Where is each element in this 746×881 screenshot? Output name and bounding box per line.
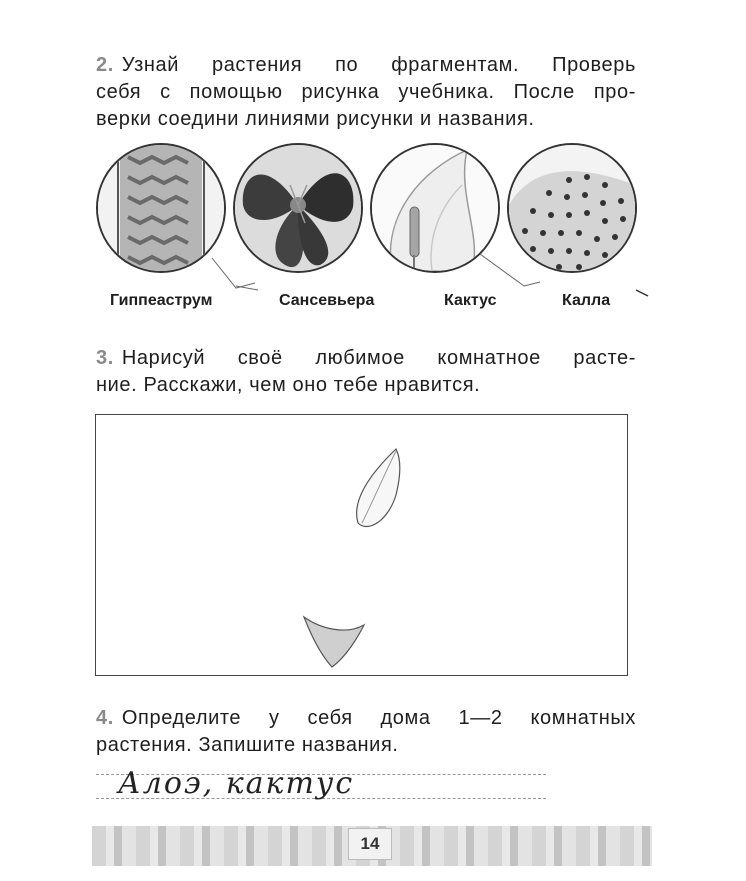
task-4-number: 4. xyxy=(96,707,114,729)
page-number: 14 xyxy=(348,828,392,860)
task-2-number: 2. xyxy=(96,54,114,76)
label-kalla[interactable]: Калла xyxy=(562,292,611,309)
task-3-line-1: 3. Нарисуй своё любимое комнатное расте- xyxy=(96,347,636,369)
handwritten-answer[interactable]: Алоэ, кактус xyxy=(118,766,355,801)
task-2-line-1: 2. Узнай растения по фрагментам. Проверь xyxy=(96,54,636,76)
task-3-number: 3. xyxy=(96,347,114,369)
label-sansevera[interactable]: Сансевьера xyxy=(279,292,375,309)
task-2-line-2: себя с помощью рисунка учебника. После про- xyxy=(96,81,636,103)
task-3 xyxy=(96,345,636,399)
task-4-line-2: растения. Запишите названия. xyxy=(96,734,399,756)
task-4-line-1: 4. Определите у себя дома 1—2 комнатных xyxy=(96,707,636,729)
drawing-area[interactable] xyxy=(95,414,628,676)
task-4 xyxy=(96,705,636,759)
task-3-line-2: ние. Расскажи, чем оно тебе нравится. xyxy=(96,374,481,396)
label-kaktus[interactable]: Кактус xyxy=(444,292,497,309)
label-gippeastrum[interactable]: Гиппеаструм xyxy=(110,292,213,309)
pencil-sketch xyxy=(96,415,626,674)
plant-name-labels xyxy=(96,292,656,316)
task-2-line-3: верки соедини линиями рисунки и названия. xyxy=(96,108,535,130)
page-footer xyxy=(92,826,652,866)
